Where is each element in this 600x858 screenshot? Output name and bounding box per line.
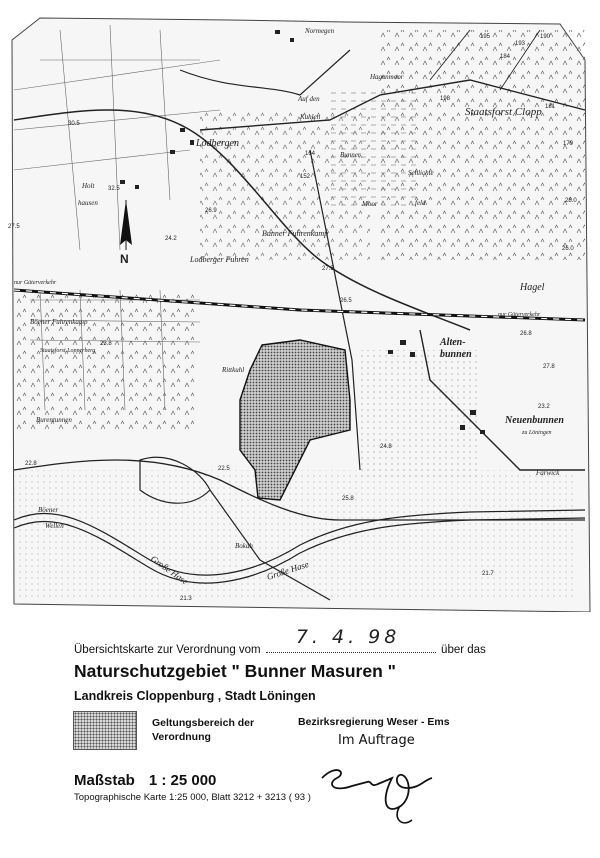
label-kuhlen: Kuhlen	[300, 113, 321, 121]
north-label: N	[120, 252, 129, 266]
spot-elevation: 23.8	[100, 341, 112, 347]
spot-elevation: 22.5	[218, 466, 230, 472]
date-field	[266, 626, 436, 653]
spot-elevation: 179	[563, 141, 574, 147]
label-schlichte: Schlichte	[408, 169, 434, 177]
handwritten-date: 7. 4. 98	[295, 626, 401, 648]
label-staatsforst: Staatsforst Clopp	[465, 106, 542, 118]
label-bokah: Bokah	[235, 542, 253, 550]
by-order-note: Im Auftrage	[338, 733, 415, 748]
caption-suffix: über das	[441, 644, 486, 656]
spot-elevation: 190	[540, 34, 551, 40]
speckled-area-south	[14, 470, 574, 600]
label-farwick: Farwick	[536, 469, 560, 477]
label-auf-den: Auf den	[298, 95, 320, 103]
label-bunner: Bunner	[340, 151, 361, 159]
label-boener: Böener	[38, 506, 59, 514]
reserve-title: Naturschutzgebiet " Bunner Masuren "	[74, 661, 396, 681]
spot-elevation: 27.8	[543, 364, 555, 370]
label-gueterverkehr-east: nur Güterverkehr	[498, 312, 541, 318]
spot-elevation: 22.8	[25, 461, 37, 467]
label-lodberger-fuhren: Lodberger Fuhren	[190, 255, 249, 264]
caption-line-1	[74, 626, 486, 656]
spot-elevation: 152	[300, 174, 311, 180]
legend-label: Geltungsbereich der Verordnung	[152, 717, 255, 743]
speckled-area	[360, 350, 480, 480]
label-grosse-hase-2: Große Hase	[265, 558, 310, 582]
label-lodbergen: Lodbergen	[196, 138, 239, 149]
label-gueterverkehr-west: nur Güterverkehr	[14, 280, 57, 286]
spot-elevation: 26.8	[520, 331, 532, 337]
label-grosse-hase-1: Große Hase	[148, 553, 191, 587]
label-feld: feld	[415, 199, 426, 207]
district-line: Landkreis Cloppenburg , Stadt Löningen	[74, 689, 316, 703]
spot-elevation: 21.7	[482, 571, 494, 577]
spot-elevation: 28.0	[565, 198, 577, 204]
scale-value: 1 : 25 000	[148, 772, 217, 789]
spot-elevation: 181	[545, 104, 556, 110]
scale-line	[74, 772, 216, 789]
caption-prefix: Übersichtskarte zur Verordnung vom	[74, 644, 261, 656]
label-wellen: Wellen	[45, 522, 64, 530]
spot-elevation: 23.2	[538, 404, 550, 410]
label-bunner-fuhrenkamp: Bunner Fuhrenkamp	[262, 229, 329, 238]
spot-elevation: 24.8	[380, 444, 392, 450]
spot-elevation: 193	[515, 41, 526, 47]
label-neuenbunnen-sub: zu Löningen	[522, 430, 552, 436]
label-staatsforst-lopperberg: Staatsforst Lopperberg	[40, 348, 96, 354]
spot-elevation: 21.3	[180, 596, 192, 602]
spot-elevation: 32.5	[108, 186, 120, 192]
spot-elevation: 27.5	[8, 224, 20, 230]
spot-elevation: 27.5	[322, 266, 334, 272]
label-holt: Holt	[82, 182, 95, 190]
legend-swatch-protected-area	[73, 711, 137, 750]
spot-elevation: 164	[305, 151, 316, 157]
label-altenbunnen-2: bunnen	[440, 349, 472, 360]
spot-elevation: 26.5	[340, 298, 352, 304]
marsh-area	[330, 90, 420, 210]
label-hagel: Hagel	[520, 282, 545, 293]
label-hausen: hausen	[78, 199, 98, 207]
spot-elevation: 198	[440, 96, 451, 102]
label-boener-fuhrenkamp: Böener Fuhrenkamp	[30, 318, 88, 326]
spot-elevation: 184	[500, 54, 511, 60]
spot-elevation: 25.8	[342, 496, 354, 502]
topographic-reference: Topographische Karte 1:25 000, Blatt 3212 + 3213 ( 93 )	[74, 792, 311, 803]
label-hagenmoor: Hagenmoor	[370, 73, 404, 81]
handwritten-signature	[312, 758, 447, 833]
label-normegen: Normegen	[305, 27, 335, 35]
label-neuenbunnen: Neuenbunnen	[505, 415, 564, 426]
label-bunner-moor: Moor	[362, 200, 378, 208]
label-altenbunnen: Alten-	[440, 337, 466, 348]
label-rittkuhl: Rittkuhl	[222, 366, 245, 374]
spot-elevation: 26.0	[562, 246, 574, 252]
spot-elevation: 30.5	[68, 121, 80, 127]
spot-elevation: 24.2	[165, 236, 177, 242]
label-burentunnen: Burentunnen	[36, 416, 72, 424]
scale-label: Maßstab	[74, 772, 135, 789]
spot-elevation: 26.9	[205, 208, 217, 214]
spot-elevation: 195	[480, 34, 491, 40]
authority-name: Bezirksregierung Weser - Ems	[298, 716, 450, 728]
